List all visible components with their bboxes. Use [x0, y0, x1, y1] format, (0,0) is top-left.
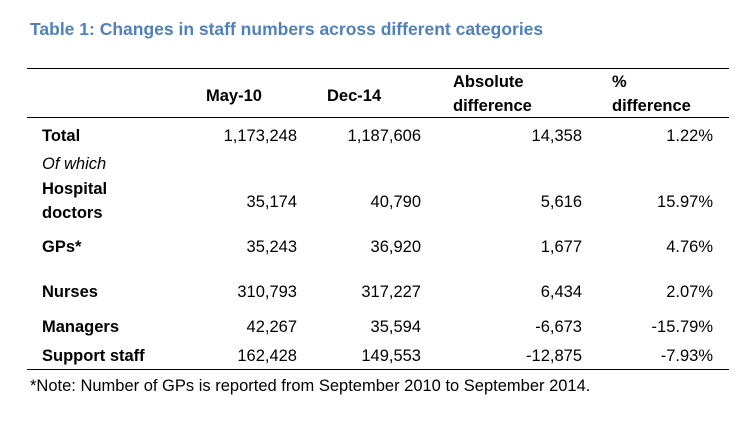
row-label-gps: GPs*	[42, 238, 82, 256]
cell-hospital-absolute: 5,616	[540, 193, 582, 211]
cell-managers-dec-14: 35,594	[370, 318, 421, 336]
cell-gps-percent: 4.76%	[666, 238, 713, 256]
cell-nurses-percent: 2.07%	[666, 283, 713, 301]
cell-hospital-percent: 15.97%	[657, 193, 713, 211]
header-absolute-line2: difference	[453, 97, 532, 115]
of-which-label: Of which	[42, 155, 107, 173]
row-label-support-staff: Support staff	[42, 347, 145, 365]
row-label-hospital-line2: doctors	[42, 204, 103, 222]
cell-support-dec-14: 149,553	[361, 347, 421, 365]
cell-gps-absolute: 1,677	[540, 238, 582, 256]
table-top-rule	[27, 68, 729, 69]
cell-support-percent: -7.93%	[660, 347, 713, 365]
header-may-10: May-10	[206, 87, 262, 105]
row-label-hospital-line1: Hospital	[42, 180, 108, 198]
cell-hospital-dec-14: 40,790	[370, 193, 421, 211]
cell-support-absolute: -12,875	[526, 347, 582, 365]
cell-total-may-10: 1,173,248	[223, 127, 297, 145]
header-dec-14: Dec-14	[327, 87, 382, 105]
cell-nurses-absolute: 6,434	[540, 283, 582, 301]
cell-total-dec-14: 1,187,606	[347, 127, 421, 145]
cell-gps-dec-14: 36,920	[370, 238, 421, 256]
table-footnote: *Note: Number of GPs is reported from September 2010 to September 2014.	[30, 377, 591, 395]
header-percent-line2: difference	[612, 97, 691, 115]
table-title: Table 1: Changes in staff numbers across different categories	[30, 19, 544, 39]
cell-total-absolute: 14,358	[531, 127, 582, 145]
table-bottom-rule	[27, 369, 729, 370]
cell-hospital-may-10: 35,174	[246, 193, 297, 211]
cell-managers-percent: -15.79%	[651, 318, 713, 336]
header-rule	[27, 117, 729, 118]
header-percent-line1: %	[612, 73, 627, 91]
row-label-managers: Managers	[42, 318, 120, 336]
cell-managers-absolute: -6,673	[535, 318, 582, 336]
row-label-nurses: Nurses	[42, 283, 98, 301]
header-absolute-line1: Absolute	[453, 73, 524, 91]
cell-nurses-dec-14: 317,227	[361, 283, 421, 301]
cell-nurses-may-10: 310,793	[237, 283, 297, 301]
row-label-total: Total	[42, 127, 81, 145]
cell-total-percent: 1.22%	[666, 127, 713, 145]
cell-gps-may-10: 35,243	[246, 238, 297, 256]
cell-managers-may-10: 42,267	[246, 318, 297, 336]
cell-support-may-10: 162,428	[237, 347, 297, 365]
